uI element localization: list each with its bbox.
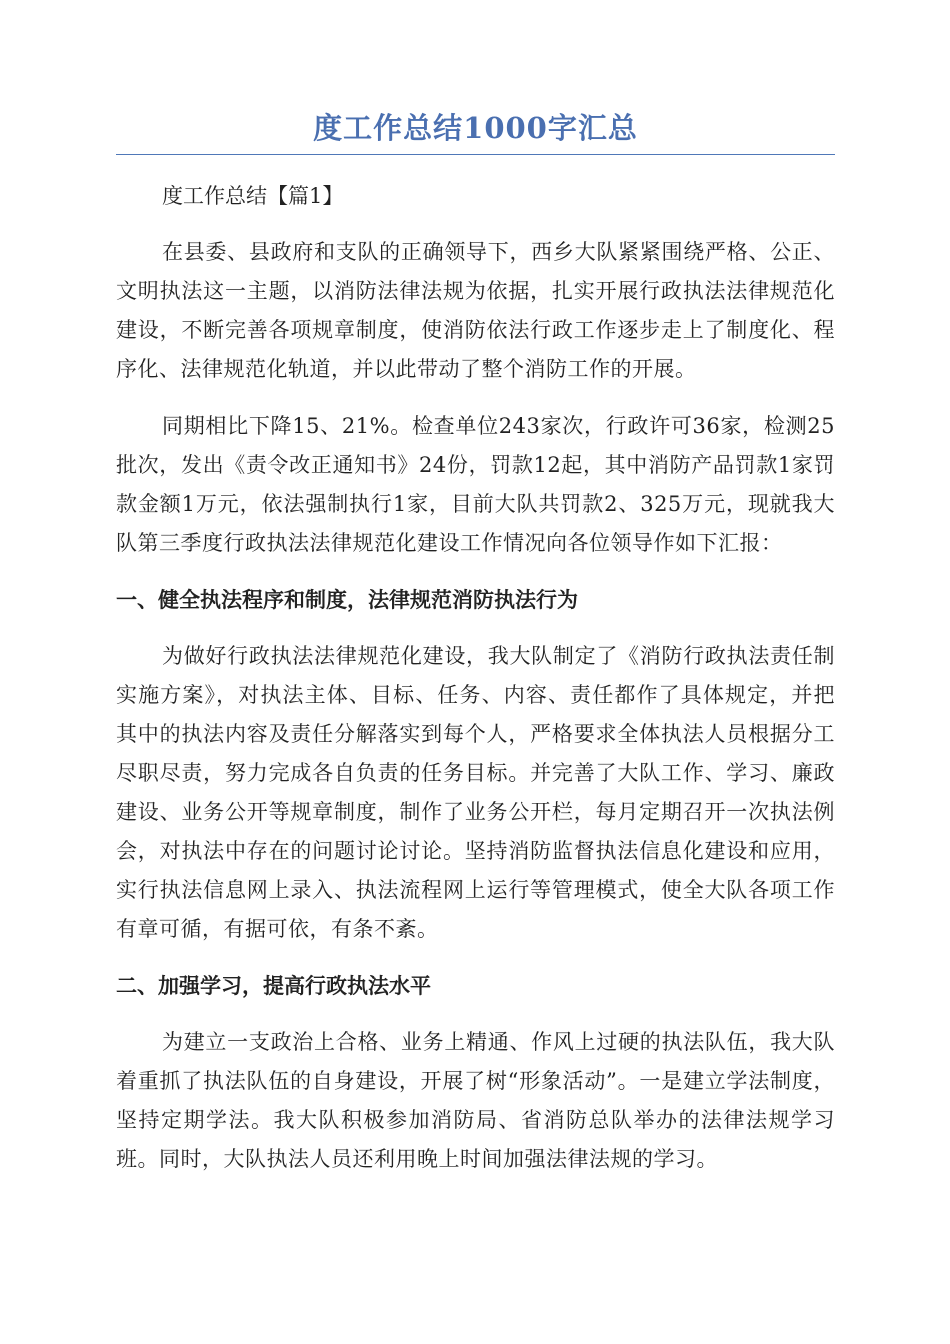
paragraph-section-two: 为建立一支政治上合格、业务上精通、作风上过硬的执法队伍，我大队着重抓了执法队伍的自身建设，开展了树“形象活动”。一是建立学法制度，坚持定期学法。我大队积极参加消防局、省消防总队举办的法律法规学习班。同时，大队执法人员还利用晚上时间加强法律法规的学习。 — [116, 1030, 835, 1171]
paragraph-intro: 在县委、县政府和支队的正确领导下，西乡大队紧紧围绕严格、公正、文明执法这一主题，以消防法律法规为依据，扎实开展行政执法法律规范化建设，不断完善各项规章制度，使消防依法行政工作逐步走上了制度化、程序化、法律规范化轨道，并以此带动了整个消防工作的开展。 — [116, 240, 835, 381]
document-page — [116, 108, 835, 1179]
paragraph-section-one: 为做好行政执法法律规范化建设，我大队制定了《消防行政执法责任制实施方案》，对执法主体、目标、任务、内容、责任都作了具体规定，并把其中的执法内容及责任分解落实到每个人，严格要求全体执法人员根据分工尽职尽责，努力完成各自负责的任务目标。并完善了大队工作、学习、廉政建设、业务公开等规章制度，制作了业务公开栏，每月定期召开一次执法例会，对执法中存在的问题讨论讨论。坚持消防监督执法信息化建设和应用，实行执法信息网上录入、执法流程网上运行等管理模式，使全大队各项工作有章可循，有据可依，有条不紊。 — [116, 644, 835, 941]
paragraph-statistics: 同期相比下降15、21%。检查单位243家次，行政许可36家，检测25批次，发出《责令改正通知书》24份，罚款12起，其中消防产品罚款1家罚款金额1万元，依法强制执行1家，目前大队共罚款2、325万元，现就我大队第三季度行政执法法律规范化建设工作情况向各位领导作如下汇报： — [116, 414, 835, 555]
heading-section-two: 二、加强学习，提高行政执法水平 — [116, 974, 431, 998]
heading-section-one: 一、健全执法程序和制度，法律规范消防执法行为 — [116, 588, 578, 612]
document-title: 度工作总结1000字汇总 — [116, 108, 835, 155]
section-subtitle: 度工作总结【篇1】 — [162, 184, 344, 208]
